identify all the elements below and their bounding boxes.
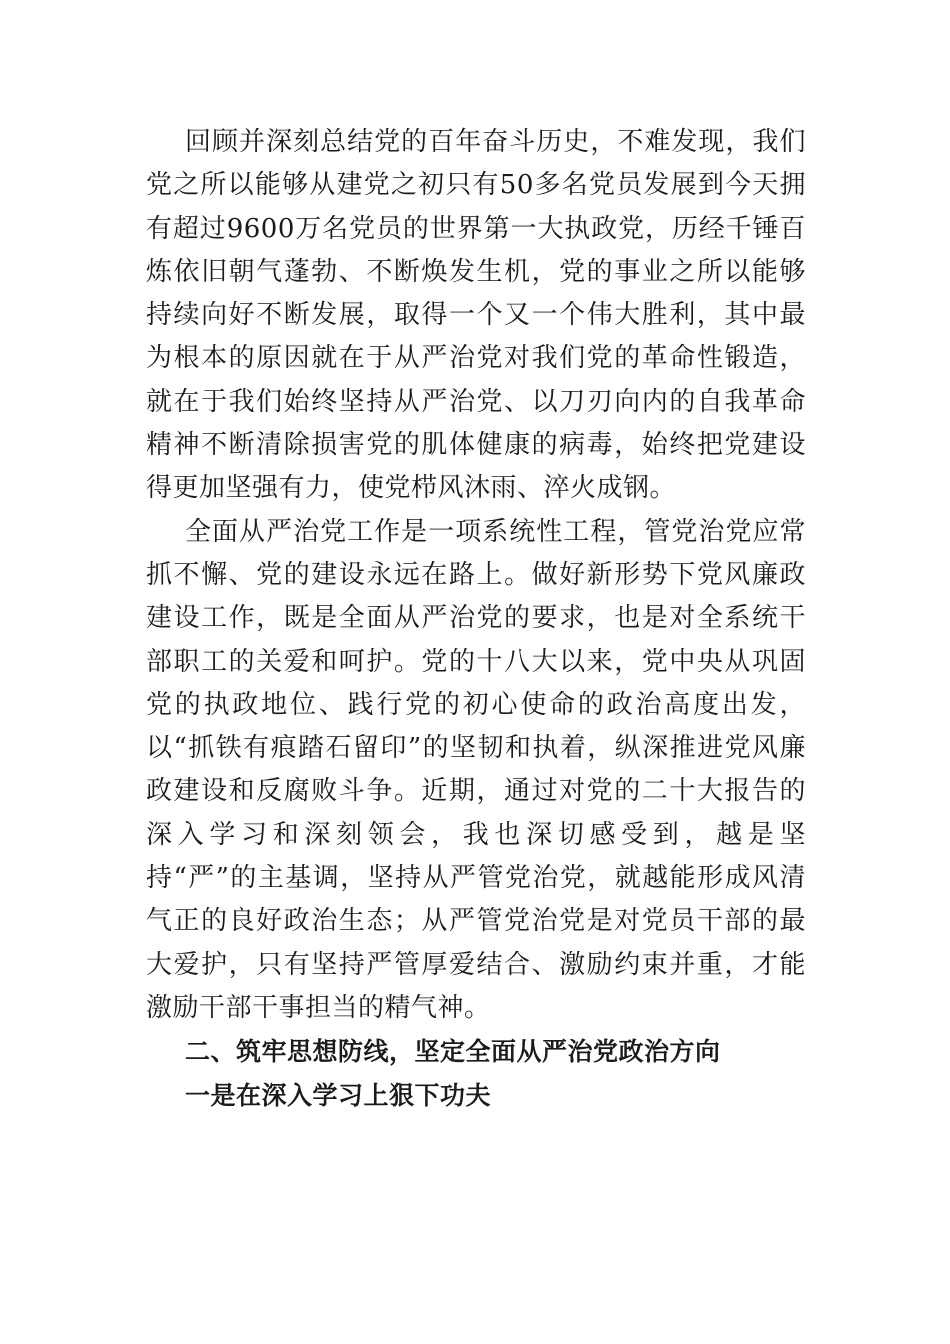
body-paragraph-2: 全面从严治党工作是一项系统性工程，管党治党应常抓不懈、党的建设永远在路上。做好新形势下党风廉政建设工作，既是全面从严治党的要求，也是对全系统干部职工的关爱和呵护。党的十八大以来，党中央从巩固党的执政地位、践行党的初心使命的政治高度出发，以“抓铁有痕踏石留印”的坚韧和执着，纵深推进党风廉政建设和反腐败斗争。近期，通过对党的二十大报告的深入学习和深刻领会，我也深切感受到，越是坚持“严”的主基调，坚持从严管党治党，就越能形成风清气正的良好政治生态；从严管党治党是对党员干部的最大爱护，只有坚持严管厚爱结合、激励约束并重，才能激励干部干事担当的精气神。 — [146, 516, 806, 1023]
sub-heading: 一是在深入学习上狠下功夫 — [185, 1080, 492, 1110]
body-paragraph-1: 回顾并深刻总结党的百年奋斗历史，不难发现，我们党之所以能够从建党之初只有50多名党员发展到今天拥有超过9600万名党员的世界第一大执政党，历经千锤百炼依旧朝气蓬勃、不断焕发生机，党的事业之所以能够持续向好不断发展，取得一个又一个伟大胜利，其中最为根本的原因就在于从严治党对我们党的革命性锻造，就在于我们始终坚持从严治党、以刀刃向内的自我革命精神不断清除损害党的肌体健康的病毒，始终把党建设得更加坚强有力，使党栉风沐雨、淬火成钢。 — [146, 127, 806, 504]
section-heading: 二、筑牢思想防线，坚定全面从严治党政治方向 — [185, 1037, 721, 1067]
document-body — [146, 121, 806, 1117]
